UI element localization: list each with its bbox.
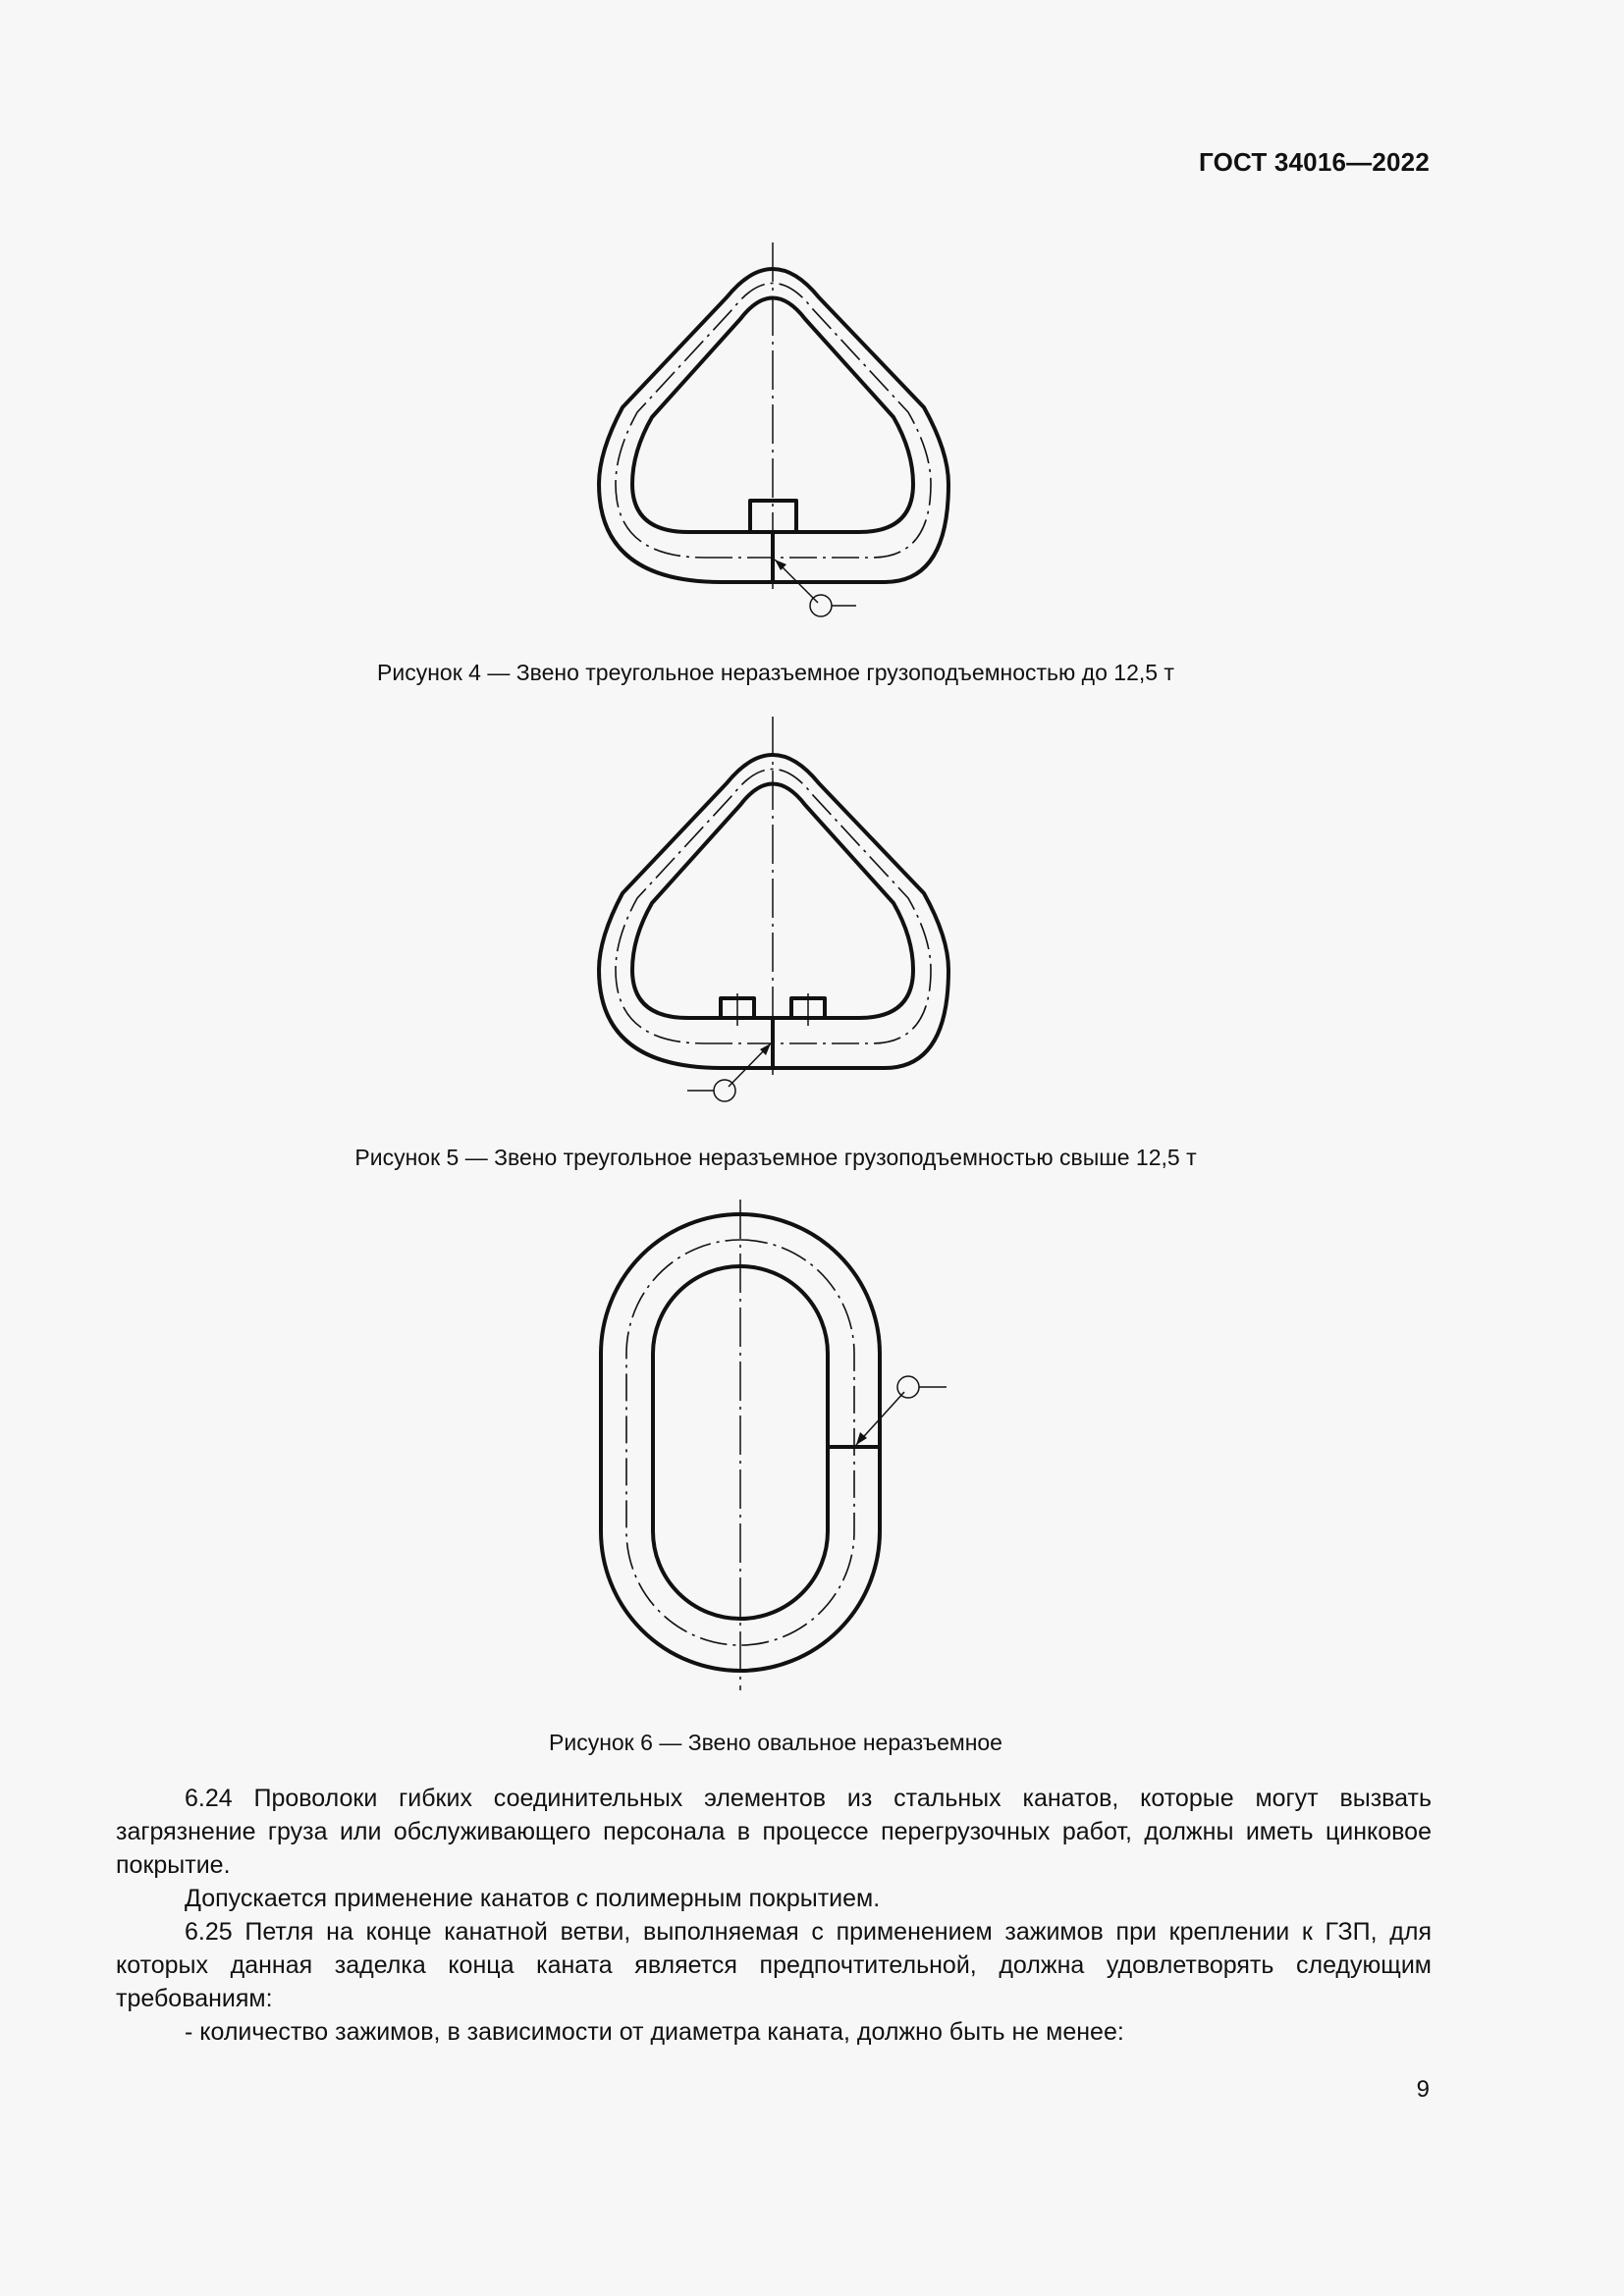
figure-6-caption: Рисунок 6 — Звено овальное неразъемное bbox=[549, 1730, 1002, 1755]
body-text bbox=[116, 1782, 1432, 2049]
figure-5-caption: Рисунок 5 — Звено треугольное неразъемное грузоподъемностью свыше 12,5 т bbox=[354, 1145, 1197, 1170]
figure-5-weld-leader bbox=[687, 1043, 771, 1101]
paragraph-6-25: 6.25 Петля на конце канатной ветви, выполняемая с применением зажимов при креплении к ГЗП, для которых данная заделка конца каната является предпочтительной, должна удовлетворять следующим требованиям: bbox=[116, 1918, 1432, 2012]
figure-6-weld-leader bbox=[856, 1376, 947, 1445]
figure-4-drawing bbox=[0, 226, 1624, 638]
paragraph-polymer-coating: Допускается применение канатов с полимерным покрытием. bbox=[185, 1885, 881, 1912]
figure-4-weld-leader bbox=[775, 560, 856, 616]
document-header: ГОСТ 34016—2022 bbox=[1199, 147, 1430, 177]
page-number: 9 bbox=[1416, 2076, 1430, 2103]
figure-6-drawing bbox=[0, 1193, 1624, 1703]
figure-4-caption: Рисунок 4 — Звено треугольное неразъемное грузоподъемностью до 12,5 т bbox=[377, 660, 1174, 685]
list-item-clamps: - количество зажимов, в зависимости от диаметра каната, должно быть не менее: bbox=[185, 2018, 1124, 2046]
figure-5-drawing bbox=[0, 707, 1624, 1119]
paragraph-6-24: 6.24 Проволоки гибких соединительных элементов из стальных канатов, которые могут вызвать загрязнение груза или обслуживающего персонала в процессе перегрузочных работ, должны иметь цинковое покрытие. bbox=[116, 1785, 1432, 1879]
